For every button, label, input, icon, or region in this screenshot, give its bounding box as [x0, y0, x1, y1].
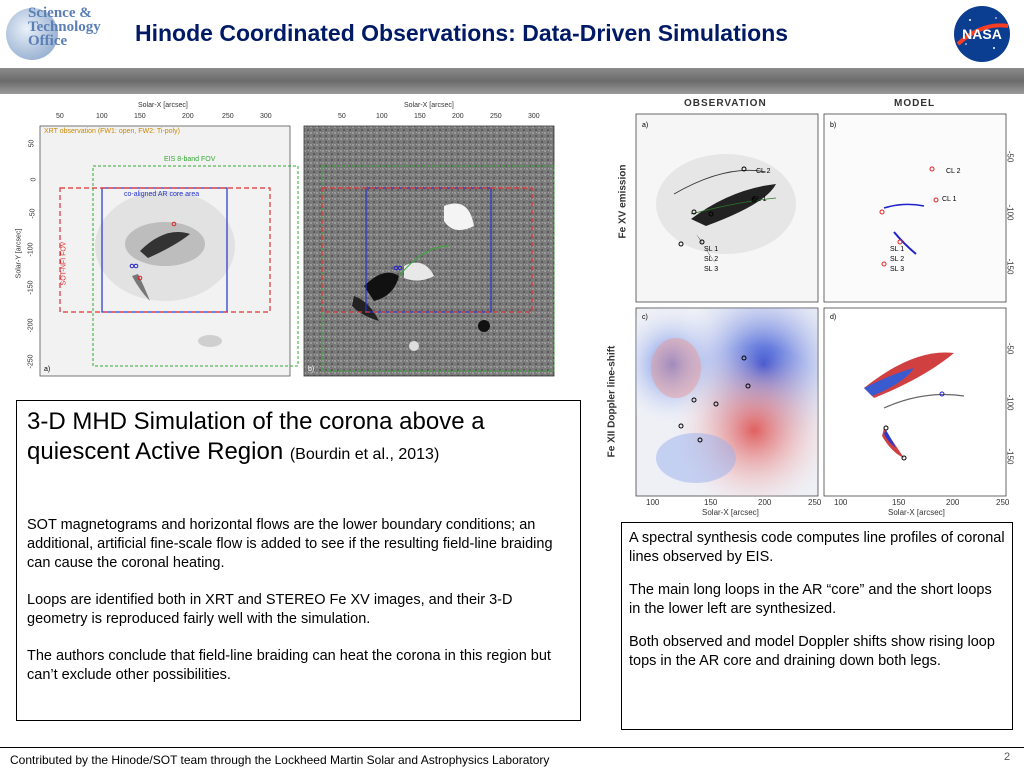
logo-line-3: Office [28, 33, 68, 49]
observation-model-figure [606, 96, 1020, 520]
slide-header [0, 0, 1024, 70]
x-tick: 150 [704, 498, 718, 507]
panel-a-image [636, 114, 818, 302]
x-axis-title: Solar-X [arcsec] [888, 508, 945, 517]
y-tick: 50 [28, 139, 36, 148]
model-sl1-label: SL 1 [890, 246, 905, 253]
y-tick: -100 [27, 242, 35, 257]
x-tick: 300 [528, 113, 540, 120]
sot-fov-label: SOT-NFI FOV [60, 241, 68, 286]
panel-d-tag: d) [830, 314, 837, 321]
paragraph-doppler: Both observed and model Doppler shifts show rising loop tops in the AR core and draining down both legs. [629, 634, 995, 669]
page-number: 2 [1004, 751, 1011, 763]
x-tick: 100 [646, 498, 660, 507]
paragraph-boundary-conditions: SOT magnetograms and horizontal flows are the lower boundary conditions; an additional, artificial fine-scale flow is added to see if the resulting field-line braiding can cause the coronal heating. [27, 517, 553, 571]
xrt-label: XRT observation (FW1: open, FW2: Ti-poly) [44, 128, 180, 135]
simulation-heading-main: 3-D MHD Simulation of the corona above a quiescent Active Region [27, 408, 485, 465]
x-tick: 100 [834, 498, 848, 507]
header-bar [0, 68, 1024, 94]
x-tick: 300 [260, 113, 272, 120]
slide-title: Hinode Coordinated Observations: Data-Driven Simulations [135, 20, 789, 46]
paragraph-loops: Loops are identified both in XRT and STEREO Fe XV images, and their 3-D geometry is reproduced fairly well with the simulation. [27, 592, 513, 627]
y-tick: -250 [27, 354, 35, 369]
cl2-label: CL 2 [756, 168, 771, 175]
x-tick: 150 [134, 113, 146, 120]
x-tick: 50 [338, 113, 346, 120]
logo-line-1: Science & [28, 5, 92, 21]
y-tick: -50 [1005, 342, 1015, 355]
model-sl2-label: SL 2 [890, 256, 905, 263]
row-label-fe-xv: Fe XV emission [617, 164, 629, 239]
row-label-fe-xii: Fe XII Doppler line-shift [606, 345, 618, 458]
y-tick: -100 [1005, 394, 1015, 411]
x-tick: 250 [222, 113, 234, 120]
simulation-text-box [16, 400, 581, 721]
y-tick: -150 [1005, 448, 1015, 465]
x-tick: 150 [414, 113, 426, 120]
x-axis-title: Solar-X [arcsec] [138, 102, 188, 109]
panel-b-image [824, 114, 1006, 302]
citation: (Bourdin et al., 2013) [289, 446, 440, 463]
model-cl1-label: CL 1 [942, 196, 957, 203]
x-tick: 200 [758, 498, 772, 507]
nasa-logo [952, 4, 1012, 64]
panel-b-label: b) [308, 366, 315, 373]
nasa-text: NASA [962, 26, 1002, 42]
logo-line-2: Technology [28, 19, 101, 35]
panel-a-tag: a) [642, 122, 649, 129]
spectral-synthesis-text-box [621, 522, 1013, 730]
paragraph-conclusion: The authors conclude that field-line braiding can heat the corona in this region but can’t exclude other possibilities. [27, 648, 551, 683]
paragraph-main-loops: The main long loops in the AR “core” and the short loops in the lower left are synthesized. [629, 582, 992, 617]
y-tick: -150 [27, 280, 35, 295]
y-tick: -50 [29, 208, 37, 219]
xrt-image [40, 126, 290, 376]
panel-d-image [824, 308, 1006, 496]
y-tick: -150 [1005, 258, 1015, 275]
simulation-heading [27, 407, 570, 470]
science-technology-office-logo [6, 4, 116, 64]
x-tick: 200 [946, 498, 960, 507]
sl2-label: SL 2 [704, 256, 719, 263]
panel-b-tag: b) [830, 122, 837, 129]
x-tick: 150 [892, 498, 906, 507]
x-tick: 100 [96, 113, 108, 120]
x-axis-title: Solar-X [arcsec] [702, 508, 759, 517]
y-tick: -100 [1005, 204, 1015, 221]
sl1-label: SL 1 [704, 246, 719, 253]
panel-a-label: a) [44, 366, 51, 373]
panel-c-tag: c) [642, 314, 648, 321]
cl1-label: CL 1 [752, 196, 767, 203]
footer-credit: Contributed by the Hinode/SOT team through the Lockheed Martin Solar and Astrophysics Laboratory [10, 753, 550, 767]
x-axis-title: Solar-X [arcsec] [404, 102, 454, 109]
eis-fov-label: EIS 8-band FOV [164, 156, 216, 163]
slide-footer [0, 747, 1024, 768]
y-tick: 0 [30, 177, 38, 182]
x-tick: 250 [996, 498, 1010, 507]
x-tick: 250 [490, 113, 502, 120]
x-tick: 100 [376, 113, 388, 120]
magnetogram-image [304, 126, 554, 376]
xrt-figure [14, 100, 292, 380]
y-tick: -50 [1005, 150, 1015, 163]
paragraph-spectral-synthesis: A spectral synthesis code computes line profiles of coronal lines observed by EIS. [629, 530, 1005, 565]
sl3-label: SL 3 [704, 266, 719, 273]
x-tick: 250 [808, 498, 822, 507]
core-area-label: co-aligned AR core area [124, 191, 200, 198]
model-sl3-label: SL 3 [890, 266, 905, 273]
model-header: MODEL [894, 98, 936, 109]
observation-header: OBSERVATION [684, 98, 767, 109]
y-tick: -200 [27, 318, 35, 333]
panel-c-image [636, 308, 818, 496]
model-cl2-label: CL 2 [946, 168, 961, 175]
x-tick: 200 [182, 113, 194, 120]
magnetogram-figure [300, 100, 558, 380]
y-axis-title: Solar-Y [arcsec] [15, 228, 23, 279]
x-tick: 200 [452, 113, 464, 120]
x-tick: 50 [56, 113, 64, 120]
